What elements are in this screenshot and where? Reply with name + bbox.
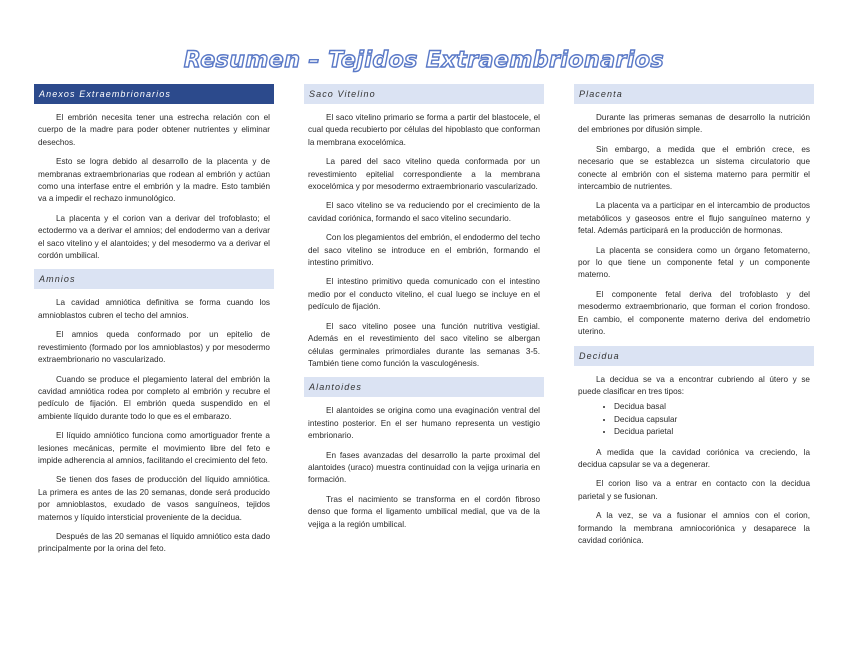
column-middle — [304, 84, 544, 538]
paragraph: El intestino primitivo queda comunicado con el intestino medio por el conducto vitelino, el cual luego se incluye en el pedículo de fijación. — [308, 277, 540, 312]
section-heading: Alantoides — [304, 377, 544, 397]
list-item: • Decidua basal — [614, 401, 814, 413]
section-saco-vitelino — [304, 84, 544, 370]
column-left — [34, 84, 274, 563]
paragraph: A medida que la cavidad coriónica va creciendo, la decidua capsular se va a degenerar. — [578, 447, 810, 469]
list-item: • Decidua parietal — [614, 426, 814, 438]
paragraph: La cavidad amniótica definitiva se forma cuando los amnioblastos cubren el techo del amnios. — [38, 298, 270, 320]
paragraph: Se tienen dos fases de producción del líquido amniótica. La primera es antes de las 20 semanas, donde será producido por amnioblastos, exudado de vasos sanguíneos, tejidos maternos y líquido intersticial proveniente de la decidua. — [38, 475, 270, 522]
paragraph: El saco vitelino primario se forma a partir del blastocele, el cual queda recubierto por células del hipoblasto que conforman la membrana exocelómica. — [308, 113, 540, 147]
column-right — [574, 84, 814, 554]
paragraph: El alantoides se origina como una evaginación ventral del intestino posterior. En el ser humano representa un vestigio embrionario. — [308, 406, 540, 441]
list-item: • Decidua capsular — [614, 414, 814, 426]
section-heading: Decidua — [574, 346, 814, 366]
paragraph: El corion liso va a entrar en contacto con la decidua parietal y se fusionan. — [578, 479, 810, 501]
section-anexos — [34, 84, 274, 262]
paragraph: El embrión necesita tener una estrecha relación con el cuerpo de la madre para poder obtener nutrientes y eliminar desechos. — [38, 113, 270, 147]
paragraph: Esto se logra debido al desarrollo de la placenta y de membranas extraembrionarias que rodean al embrión y actúan como una interfase entre el embrión y la madre. Esto también va a impedir el rechazo inmunológico. — [38, 157, 270, 204]
decidua-type-list — [574, 401, 814, 438]
section-heading: Amnios — [34, 269, 274, 289]
paragraph: En fases avanzadas del desarrollo la parte proximal del alantoides (uraco) muestra continuidad con la vejiga urinaria en formación. — [308, 450, 540, 485]
paragraph: Tras el nacimiento se transforma en el cordón fibroso denso que forma el ligamento umbilical medial, que va de la vejiga a la región umbilical. — [308, 494, 540, 529]
section-heading: Saco Vitelino — [304, 84, 544, 104]
paragraph: Con los plegamientos del embrión, el endodermo del techo del saco vitelino se introduce en el embrión, formando el intestino primitivo. — [308, 233, 540, 268]
paragraph: Durante las primeras semanas de desarrollo la nutrición del embriones por difusión simple. — [578, 113, 810, 135]
section-placenta — [574, 84, 814, 339]
paragraph: Cuando se produce el plegamiento lateral del embrión la cavidad amniótica rodea por completo al embrión y recubre el pedículo de fijación. El embrión queda suspendido en el ambiente líquido durante todo lo que es el embarazo. — [38, 374, 270, 421]
paragraph: El saco vitelino se va reduciendo por el crecimiento de la cavidad coriónica, formando el saco vitelino secundario. — [308, 201, 540, 223]
paragraph: El amnios queda conformado por un epitelio de revestimiento (formado por los amnioblastos) y por mesodermo extraembrionario no vascularizado. — [38, 330, 270, 365]
paragraph: La placenta se considera como un órgano fetomaterno, por lo que tiene un componente fetal y un componente materno. — [578, 245, 810, 280]
section-decidua — [574, 346, 814, 548]
section-heading: Anexos Extraembrionarios — [34, 84, 274, 104]
paragraph: Sin embargo, a medida que el embrión crece, es necesario que se establezca un sistema circulatorio que conecte al embrión con el sistema materno para permitir el intercambio de nutrientes. — [578, 144, 810, 192]
paragraph: A la vez, se va a fusionar el amnios con el corion, formando la membrana amniocoriónica y desaparece la cavidad coriónica. — [578, 511, 810, 545]
paragraph: El componente fetal deriva del trofoblasto y del mesodermo extraembrionario, que forman el corion frondoso. En cambio, el componente materno deriva del endometrio uterino. — [578, 289, 810, 337]
paragraph: El saco vitelino posee una función nutritiva vestigial. Además en el revestimiento del saco vitelino se albergan células germinales primordiales durante las semanas 3-5. También tiene como función la vasculogénesis. — [308, 321, 540, 368]
paragraph: La decidua se va a encontrar cubriendo al útero y se puede clasificar en tres tipos: — [578, 374, 810, 396]
section-amnios — [34, 269, 274, 555]
paragraph: Después de las 20 semanas el líquido amniótico esta dado principalmente por la orina del feto. — [38, 531, 270, 554]
paragraph: El líquido amniótico funciona como amortiguador frente a lesiones mecánicas, permite el movimiento libre del feto e impide adherencia al amnios, facilitando el crecimiento del feto. — [38, 431, 270, 465]
paragraph: La placenta va a participar en el intercambio de productos metabólicos y gaseosos entre el flujo sanguíneo materno y fetal. Además participará en la producción de hormonas. — [578, 201, 810, 236]
section-alantoides — [304, 377, 544, 531]
paragraph: La placenta y el corion van a derivar del trofoblasto; el ectodermo va a derivar el amnios; del endodermo van a derivar el saco vitelino y el alantoides; y del mesodermo va a derivar el cordón umbilical. — [38, 213, 270, 261]
section-heading: Placenta — [574, 84, 814, 104]
page-title: Resumen – Tejidos Extraembrionarios — [183, 48, 665, 73]
paragraph: La pared del saco vitelino queda conformada por un revestimiento epitelial correspondiente a la membrana exocelómica y por mesodermo extraembrionario vascularizado. — [308, 157, 540, 192]
